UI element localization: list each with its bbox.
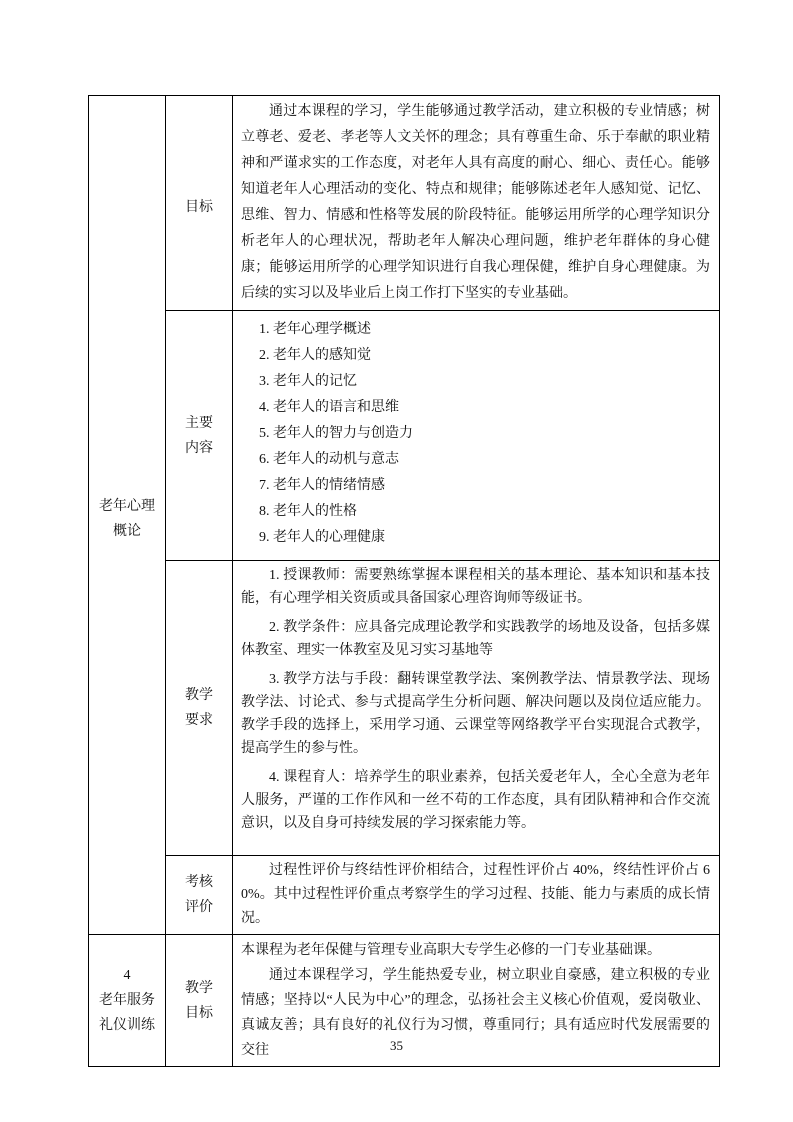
list-item: 9. 老年人的心理健康 [259, 530, 385, 545]
main-content-label-line1: 主要 [185, 415, 213, 431]
assessment-label-line1: 考核 [185, 875, 213, 890]
list-item: 3. 老年人的记忆 [259, 374, 357, 389]
main-content-cell [233, 311, 720, 561]
table-row-assessment [89, 856, 720, 935]
list-item: 6. 老年人的动机与意志 [259, 452, 399, 467]
goal-label: 目标 [185, 199, 213, 215]
goal-content-cell [233, 96, 720, 311]
list-item: 7. 老年人的情绪情感 [259, 478, 385, 493]
goal-label-cell [166, 96, 233, 311]
course2-goal-label-line1: 教学 [185, 980, 213, 996]
assessment-paragraph: 过程性评价与终结性评价相结合，过程性评价占 40%，终结性评价占 60%。其中过程性评价重点考察学生的学习过程、技能、能力与素质的成长情况。 [241, 863, 710, 926]
course2-index: 4 [123, 968, 131, 983]
assessment-label-line2: 评价 [185, 900, 213, 915]
requirements-label-line2: 要求 [185, 713, 213, 728]
course2-goal-label-line2: 目标 [185, 1005, 213, 1021]
requirement-paragraph: 2. 教学条件：应具备完成理论教学和实践教学的场地及设备，包括多媒体教室、理实一体教室及见习实习基地等 [241, 620, 710, 658]
list-item: 5. 老年人的智力与创造力 [259, 426, 413, 441]
requirements-content-cell [233, 561, 720, 856]
course2-goal-paragraph: 本课程为老年保健与管理专业高职大专学生必修的一门专业基础课。 [241, 943, 661, 958]
course2-title-line2: 礼仪训练 [99, 1018, 155, 1033]
main-content-list [241, 314, 710, 551]
course2-goal-paragraph: 通过本课程学习，学生能热爱专业，树立职业自豪感，建立积极的专业情感；坚持以“人民为中心”的理念，弘扬社会主义核心价值观，爱岗敬业、真诚友善；具有良好的礼仪行为习惯，尊重同行；具有适应时代发展需要的交往 [241, 968, 710, 1058]
course1-title-cell [89, 96, 166, 935]
course-syllabus-table [88, 95, 720, 1067]
table-row-requirements [89, 561, 720, 856]
requirements-label-line1: 教学 [185, 688, 213, 703]
course2-title-line1: 老年服务 [99, 993, 155, 1008]
course1-title-line1: 老年心理 [99, 499, 155, 514]
requirement-paragraph: 3. 教学方法与手段：翻转课堂教学法、案例教学法、情景教学法、现场教学法、讨论式、参与式提高学生分析问题、解决问题以及岗位适应能力。教学手段的选择上，采用学习通、云课堂等网络教学平台实现混合式教学，提高学生的参与性。 [241, 672, 710, 756]
requirement-paragraph: 4. 课程育人：培养学生的职业素养，包括关爱老年人，全心全意为老年人服务，严谨的工作作风和一丝不苟的工作态度，具有团队精神和合作交流意识，以及自身可持续发展的学习探索能力等。 [241, 770, 710, 831]
table-row-main-content [89, 311, 720, 561]
assessment-content-cell [233, 856, 720, 935]
course1-title-line2: 概论 [113, 524, 141, 539]
requirement-paragraph: 1. 授课教师：需要熟练掌握本课程相关的基本理论、基本知识和基本技能，有心理学相关资质或具备国家心理咨询师等级证书。 [241, 568, 710, 606]
main-content-label-line2: 内容 [185, 440, 213, 456]
list-item: 1. 老年心理学概述 [259, 322, 371, 337]
list-item: 2. 老年人的感知觉 [259, 348, 371, 363]
main-content-label-cell [166, 311, 233, 561]
list-item: 4. 老年人的语言和思维 [259, 400, 399, 415]
list-item: 8. 老年人的性格 [259, 504, 357, 519]
table-row-goal [89, 96, 720, 311]
page-number: 35 [390, 1038, 403, 1053]
assessment-label-cell [166, 856, 233, 935]
goal-paragraph: 通过本课程的学习，学生能够通过教学活动，建立积极的专业情感；树立尊老、爱老、孝老等人文关怀的理念；具有尊重生命、乐于奉献的职业精神和严谨求实的工作态度，对老年人具有高度的耐心、细心、责任心。能够知道老年人心理活动的变化、特点和规律；能够陈述老年人感知觉、记忆、思维、智力、情感和性格等发展的阶段特征。能够运用所学的心理学知识分析老年人的心理状况，帮助老年人解决心理问题，维护老年群体的身心健康；能够运用所学的心理学知识进行自我心理保健，维护自身心理健康。为后续的实习以及毕业后上岗工作打下坚实的专业基础。 [241, 104, 710, 301]
requirements-label-cell [166, 561, 233, 856]
